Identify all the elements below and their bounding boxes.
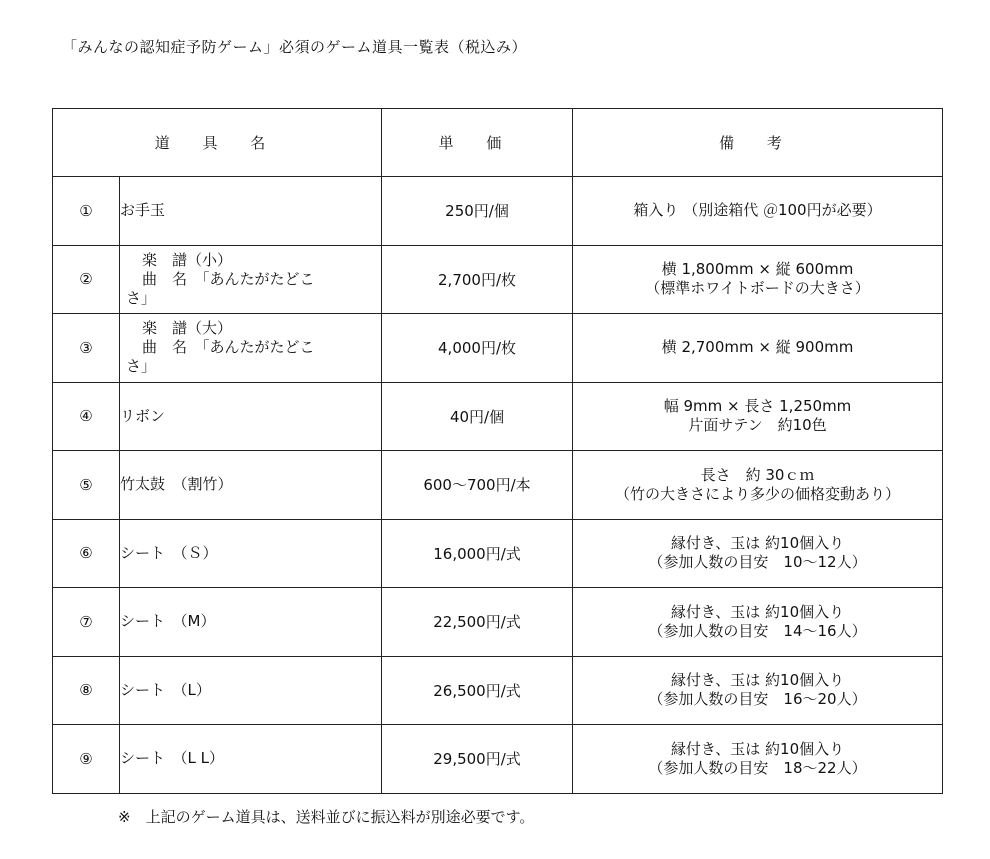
item-name-line: リボン [120, 406, 166, 425]
item-remarks [573, 382, 943, 451]
item-number: ⑧ [53, 656, 120, 725]
item-remarks-line: 箱入り （別途箱代 ＠100円が必要） [633, 201, 882, 220]
item-unit-price: 600～700円/本 [382, 451, 573, 520]
item-remarks-line: 縁付き、玉は 約10個入り [670, 534, 845, 553]
item-remarks-line: 横 1,800mm × 縦 600mm [661, 260, 854, 279]
item-name [120, 177, 382, 246]
item-unit-price: 2,700円/枚 [382, 245, 573, 314]
table-row [53, 588, 943, 657]
item-remarks [573, 245, 943, 314]
table-row [53, 177, 943, 246]
table-row [53, 519, 943, 588]
item-number: ⑥ [53, 519, 120, 588]
item-remarks-line: 幅 9mm × 長さ 1,250mm [663, 397, 852, 416]
table-row [53, 245, 943, 314]
item-unit-price: 16,000円/式 [382, 519, 573, 588]
table-row [53, 656, 943, 725]
item-number: ① [53, 177, 120, 246]
item-remarks-line: 横 2,700mm × 縦 900mm [661, 338, 854, 357]
item-name-line: さ」 [126, 357, 157, 376]
item-remarks [573, 314, 943, 383]
item-remarks-line: （参加人数の目安 14～16人） [648, 621, 867, 640]
item-name-line: シート （L） [120, 680, 211, 699]
table-row [53, 451, 943, 520]
item-name [120, 519, 382, 588]
item-remarks-line: （参加人数の目安 18～22人） [648, 758, 867, 777]
item-unit-price: 26,500円/式 [382, 656, 573, 725]
item-remarks-line: 縁付き、玉は 約10個入り [670, 602, 845, 621]
header-unit-price: 単 価 [382, 109, 573, 177]
item-unit-price: 29,500円/式 [382, 725, 573, 794]
table-header-row [53, 109, 943, 177]
item-name-line: お手玉 [120, 201, 166, 220]
header-tool-name: 道 具 名 [53, 109, 382, 177]
item-number: ④ [53, 382, 120, 451]
item-unit-price: 22,500円/式 [382, 588, 573, 657]
item-number: ② [53, 245, 120, 314]
item-unit-price: 4,000円/枚 [382, 314, 573, 383]
item-unit-price: 250円/個 [382, 177, 573, 246]
table-body [53, 109, 943, 794]
item-name-line: 楽 譜（小） [142, 250, 233, 269]
table-row [53, 382, 943, 451]
table-row [53, 314, 943, 383]
item-remarks-line: （竹の大きさにより多少の価格変動あり） [615, 484, 901, 503]
item-name [120, 656, 382, 725]
item-name-line: 曲 名 「あんたがたどこ [142, 269, 315, 288]
item-name-line: 竹太鼓 （割竹） [120, 475, 233, 494]
item-name-line: シート （M） [120, 612, 216, 631]
item-name [120, 725, 382, 794]
item-name [120, 245, 382, 314]
item-remarks-line: 片面サテン 約10色 [688, 416, 827, 435]
tool-price-table [52, 108, 943, 794]
item-remarks [573, 451, 943, 520]
item-number: ⑨ [53, 725, 120, 794]
item-name-line: さ」 [126, 288, 157, 307]
item-name [120, 588, 382, 657]
footnote: ※ 上記のゲーム道具は、送料並びに振込料が別途必要です。 [118, 808, 535, 826]
item-remarks [573, 725, 943, 794]
item-remarks-line: （標準ホワイトボードの大きさ） [645, 279, 870, 298]
table-row [53, 725, 943, 794]
header-remarks: 備 考 [573, 109, 943, 177]
item-remarks-line: 長さ 約 30ｃｍ [700, 465, 815, 484]
item-remarks [573, 177, 943, 246]
item-name-line: 曲 名 「あんたがたどこ [142, 338, 315, 357]
item-unit-price: 40円/個 [382, 382, 573, 451]
item-name-line: 楽 譜（大） [142, 319, 233, 338]
item-remarks [573, 588, 943, 657]
item-remarks-line: （参加人数の目安 10～12人） [648, 553, 867, 572]
item-remarks [573, 656, 943, 725]
document-title: 「みんなの認知症予防ゲーム」必須のゲーム道具一覧表（税込み） [62, 38, 528, 56]
item-number: ⑤ [53, 451, 120, 520]
item-name [120, 382, 382, 451]
item-remarks-line: 縁付き、玉は 約10個入り [670, 739, 845, 758]
item-remarks-line: 縁付き、玉は 約10個入り [670, 671, 845, 690]
item-name-line: シート （Ｓ） [120, 543, 218, 562]
item-name-line: シート （L L） [120, 749, 224, 768]
item-remarks [573, 519, 943, 588]
item-name [120, 451, 382, 520]
item-number: ⑦ [53, 588, 120, 657]
item-remarks-line: （参加人数の目安 16～20人） [648, 690, 867, 709]
item-name [120, 314, 382, 383]
item-number: ③ [53, 314, 120, 383]
